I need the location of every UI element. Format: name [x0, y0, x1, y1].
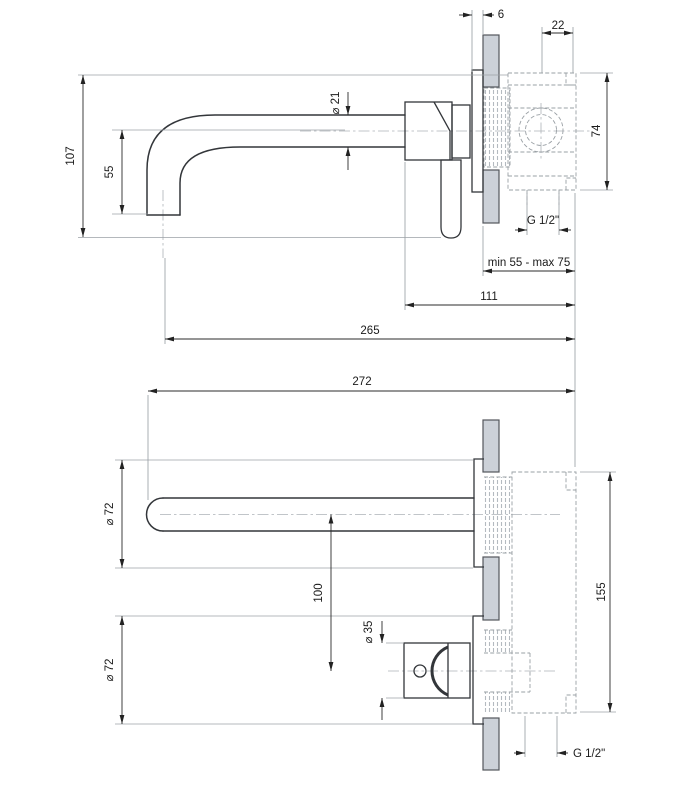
dim-74-label: 74 — [591, 124, 603, 138]
dim-55 — [104, 130, 122, 214]
dim-111 — [405, 291, 575, 305]
dim-6-label: 6 — [497, 9, 505, 21]
dim-272-label: 272 — [352, 376, 372, 388]
dim-dia35 — [363, 621, 382, 720]
faucet-side-view — [147, 70, 483, 238]
dim-22-label: 22 — [551, 20, 565, 32]
dim-55-label: 55 — [104, 165, 116, 179]
bottom-view-extension-lines — [115, 344, 616, 757]
dim-g12-top-label: G 1/2" — [526, 215, 560, 227]
dim-g12-bottom — [514, 748, 605, 760]
dim-dia72-top — [104, 460, 122, 568]
dim-155 — [596, 472, 610, 712]
bottom-view — [104, 344, 616, 770]
dim-min55-max75 — [483, 257, 575, 271]
dim-dia72-bottom — [104, 616, 122, 724]
dim-107-label: 107 — [65, 146, 77, 166]
dim-6 — [459, 9, 504, 21]
handle-rosette-edge — [473, 616, 484, 724]
spout-inner-edge — [180, 147, 405, 215]
dim-dia72-top-label: ⌀ 72 — [104, 502, 116, 526]
dim-111-label: 111 — [480, 291, 498, 303]
dim-74 — [591, 73, 607, 190]
dim-100 — [313, 515, 331, 672]
body-cap — [452, 105, 470, 158]
dim-dia21-label: ⌀ 21 — [330, 91, 342, 115]
dim-22 — [542, 20, 573, 33]
dim-100-label: 100 — [313, 583, 325, 603]
top-view — [65, 9, 613, 344]
dim-265 — [165, 325, 575, 339]
dim-155-label: 155 — [596, 582, 608, 602]
spout-rosette-edge — [474, 459, 484, 567]
wall-section-bottom-view — [483, 420, 499, 770]
dim-107 — [65, 75, 83, 237]
dim-265-label: 265 — [360, 325, 380, 337]
dim-g12-bottom-label: G 1/2" — [573, 748, 606, 760]
dim-dia72-bottom-label: ⌀ 72 — [104, 658, 116, 682]
dim-g12-top — [515, 215, 571, 230]
lever-handle — [441, 160, 461, 238]
dim-minmax-label: min 55 - max 75 — [487, 257, 571, 269]
dim-dia35-label: ⌀ 35 — [363, 620, 375, 644]
dim-272 — [148, 376, 575, 391]
top-view-extension-lines — [78, 10, 613, 344]
